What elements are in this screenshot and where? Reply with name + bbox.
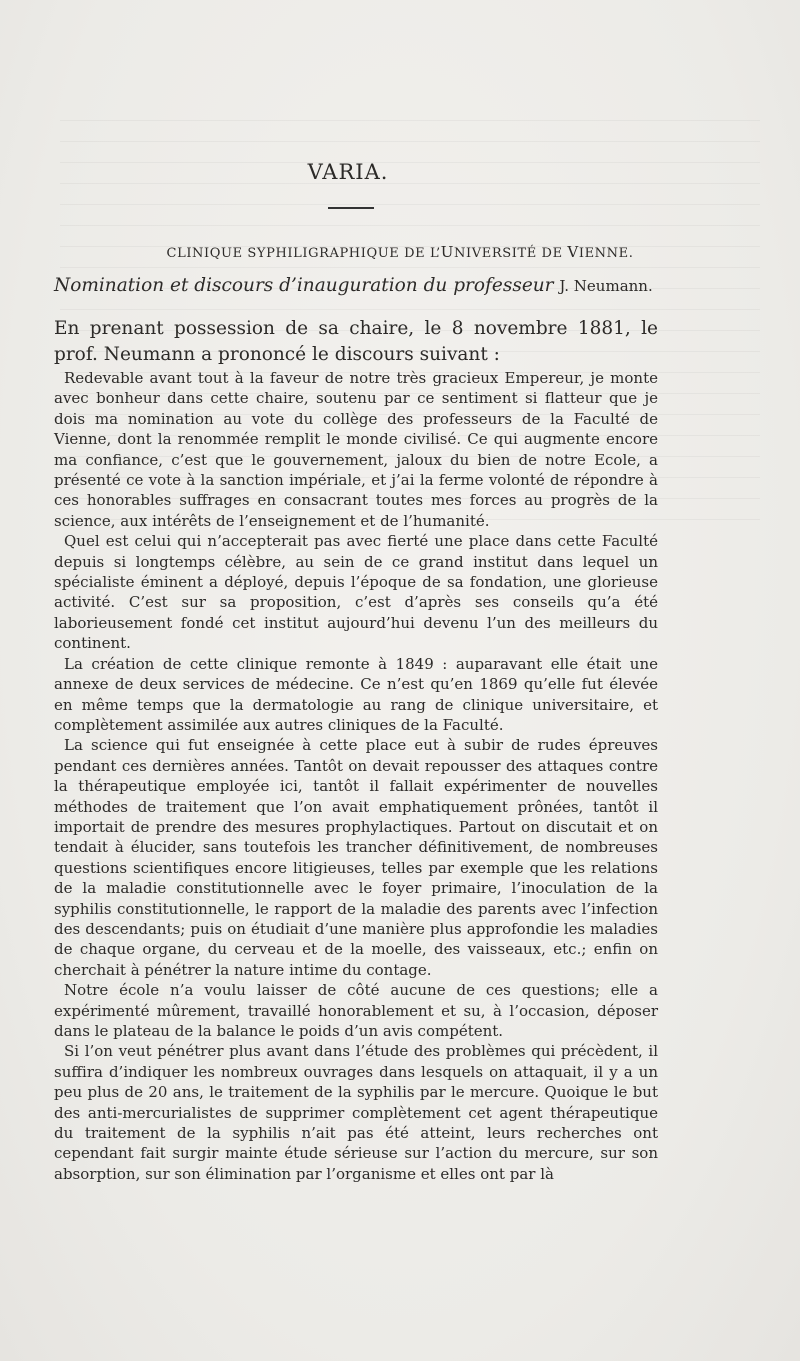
speech-body [54,368,658,1184]
paragraph: La création de cette clinique remonte à 1849 : auparavant elle était une annexe de deux services de médecine. Ce n’est qu’en 1869 qu’elle fut élevée en même temps que la dermatologie au rang de clinique universitaire, et complètement assimilée aux autres cliniques de la Faculté. [54,654,658,734]
paragraph: Si l’on veut pénétrer plus avant dans l’étude des problèmes qui précèdent, il suffira d’indiquer les nombreux ouvrages dans lesquels on attaquait, il y a un peu plus de 20 ans, le traitement de la syphilis par le mercure. Quoique le but des anti-mercurialistes de supprimer complètement cet agent thérapeutique du traitement de la syphilis n’ait pas été atteint, leurs recherches ont cependant fait surgir mainte étude sérieuse sur l’action du mercure, sur son absorption, sur son élimination par l’organisme et elles ont par là [54,1042,658,1183]
section-heading-v-rest: IENNE. [578,246,634,261]
paragraph: Quel est celui qui n’accepterait pas avec fierté une place dans cette Faculté depuis si longtemps célèbre, au sein de ce grand institut dans lequel un spécialiste éminent a déployé, depuis l’époque de sa fondation, une glorieuse activité. C’est sur sa proposition, c’est d’après ses conseils qu’a été laborieusement fondé cet institut aujourd’hui devenu l’un des meilleurs du continent. [54,532,658,653]
section-heading [0,243,800,261]
title-rule [328,207,374,209]
paragraph: La science qui fut enseignée à cette place eut à subir de rudes épreuves pendant ces dernières années. Tantôt on devait repousser des attaques contre la thérapeutique employée ici, tantôt il fallait expérimenter de nouvelles méthodes de traitement que l’on avait emphatiquement prônées, tantôt il importait de prendre des mesures prophylactiques. Partout on discutait et on tendait à élucider, sans toutefois les trancher définitivement, de nombreuses questions scientifiques encore litigieuses, telles par exemple que les relations de la maladie constitutionnelle avec le foyer primaire, l’inoculation de la syphilis constitutionnelle, le rapport de la maladie des parents avec l’infection des descendants; puis on étudiait d’une manière plus approfondie les maladies de chaque organe, du cerveau et de la moelle, des vaisseaux, etc.; enfin on cherchait à pénétrer la nature intime du contage. [54,736,658,979]
section-heading-u: U [440,243,455,261]
lead-paragraph: En prenant possession de sa chaire, le 8 novembre 1881, le prof. Neumann a prononcé le discours suivant : [54,318,658,365]
section-heading-u-rest: NIVERSITÉ DE [454,246,568,261]
article-subtitle [54,275,754,296]
subtitle-text: Nomination et discours d’inauguration du professeur [54,275,560,296]
paragraph: Redevable avant tout à la faveur de notre très gracieux Empereur, je monte avec bonheur dans cette chaire, soutenu par ce sentiment si flatteur que je dois ma nomination au vote du collège des professeurs de la Faculté de Vienne, dont la renommée remplit le monde civilisé. Ce qui augmente encore ma confiance, c’est que le gouvernement, jaloux du bien de notre Ecole, a présenté ce vote à la sanction impériale, et j’ai la ferme volonté de répondre à ces honorables suffrages en consacrant toutes mes forces au progrès de la science, aux intérêts de l’enseignement et de l’humanité. [54,369,658,530]
section-heading-prefix: CLINIQUE SYPHILIGRAPHIQUE DE L’ [166,246,441,261]
section-heading-v: V [567,243,579,261]
subtitle-author: J. Neumann. [559,277,653,295]
paragraph: Notre école n’a voulu laisser de côté aucune de ces questions; elle a expérimenté mûrement, travaillé honorablement et su, à l’occasion, déposer dans le plateau de la balance le poids d’un avis compétent. [54,981,658,1040]
page-heading: VARIA. [307,160,389,184]
